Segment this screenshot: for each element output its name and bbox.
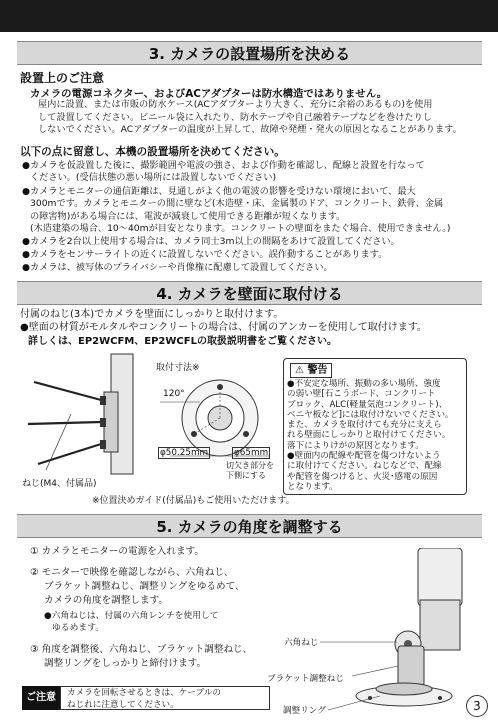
camera-bracket-illustration	[300, 548, 475, 718]
step-2: ② モニターで映像を確認しながら、六角ねじ、 ブラケット調整ねじ、調整リングをゆるめて、 カメラの角度を調整します。	[30, 567, 245, 606]
section-4-title: 4. カメラを壁面に取付ける	[156, 285, 343, 303]
installation-notes-heading: 設置上のご注意	[20, 71, 105, 85]
caution-label: ご注意	[22, 686, 60, 710]
list-item: ● カメラとモニターの通信距離は、見通しがよく他の電波の影響を受けない環境において、最大 300mです。カメラとモニターの間に壁など(木造壁・床、金属製のドア、コンクリート、鉄骨、金属 の障害物)がある場合には、電波が減衰して使用できる距離が短くなります。 (木造建築の場合、10～40mが目安となります。コンクリートの壁面をまたぐ場合、使用できません。)	[22, 186, 451, 234]
anchor-note: ●壁面の材質がモルタルやコンクリートの場合は、付属のアンカーを使用して取付けます。	[20, 322, 427, 333]
section-4-header	[17, 281, 482, 305]
mount-intro: 付属のねじ(3本)でカメラを壁面にしっかりと取付けます。	[20, 309, 284, 320]
section-5-header	[17, 514, 482, 538]
step-1: ① カメラとモニターの電源を入れます。	[30, 546, 204, 557]
waterproof-warning-heading: カメラの電源コネクター、およびACアダプターは防水構造ではありません。	[30, 88, 388, 100]
angle-label: 120°	[163, 389, 185, 399]
manual-reference: 詳しくは、EP2WCFM、EP2WCFLの取扱説明書をご覧ください。	[28, 336, 337, 347]
list-item: ● カメラを2台以上使用する場合は、カメラ同士3m以上の間隔をあけて設置してください。	[22, 236, 400, 247]
waterproof-line: して設置してください。ビニール袋に入れたり、防水テープや自己融着テープなどを巻けたりし	[38, 111, 432, 123]
waterproof-line: しないでください。ACアダプターの温度が上昇して、故障や発煙・発火の原因となることがあります。	[38, 124, 462, 135]
step-2-note: ●六角ねじは、付属の六角レンチを使用して ゆるめます。	[44, 611, 219, 633]
caution-text: カメラを回転させるときは、ケーブルの ねじれに注意してください。	[60, 686, 270, 710]
mount-dimension-label: 取付寸法※	[156, 363, 200, 373]
guide-note: ※位置決めガイド(付属品)もご使用いただけます。	[92, 496, 295, 506]
page-number: 3	[466, 695, 488, 717]
location-heading: 以下の点に留意し、本機の設置場所を決めてください。	[20, 146, 285, 158]
label-adjust-ring: 調整リング	[283, 706, 326, 716]
dimension-inner: φ50.25mm	[160, 448, 209, 458]
list-item: ● カメラを仮設置した後に、撮影範囲や電波の強さ、および作動を確認し、配線と設置を行なって ください。(受信状態の悪い場所には設置しないでください)	[22, 160, 425, 184]
warning-icon: ⚠	[295, 365, 304, 376]
section-3-title: 3. カメラの設置場所を決める	[148, 45, 351, 63]
wall-mount-illustration	[26, 352, 151, 482]
list-item: ● カメラは、被写体のプライバシーや肖像権に配慮して設置してください。	[22, 262, 333, 273]
warning-title: ⚠ 警告	[290, 363, 332, 378]
label-bracket-screw: ブラケット調整ねじ	[267, 674, 344, 684]
section-5-title: 5. カメラの角度を調整する	[156, 518, 343, 536]
section-3-header	[17, 41, 482, 65]
list-item: ● カメラをセンサーライトの近くに設置しないでください。誤作動することがあります。	[22, 249, 388, 260]
step-3: ③ 角度を調整後、六角ねじ、ブラケット調整ねじ、 調整リングをしっかりと締付けます。	[30, 644, 253, 669]
waterproof-line: 屋内に設置、または市販の防水ケース(ACアダプターより大きく、充分に余裕のあるもの)を使用	[38, 99, 433, 110]
label-hex-screw: 六角ねじ	[284, 638, 319, 648]
warning-text: ●不安定な場所、振動の多い場所、強度 の弱い壁[石こうボード、コンクリート ブロック、ALC(軽量気泡コンクリート)、 ベニヤ板など]には取付けないでください。 また、カメラを取付けても充分に支えら れる壁面にしっかりと取付けてください。 落下によりけがの原因となります。 ●壁面内の配線や配管を傷つけないよう に取付けてください。ねじなどで、配線 や配管を傷つけると、火災･感電の原因 となります。	[287, 379, 454, 492]
dimension-outer: φ65mm	[234, 448, 269, 458]
cutout-note: 切欠き部分を 下側にする	[226, 461, 274, 480]
top-bar	[0, 0, 498, 32]
screw-label: ねじ(M4、付属品)	[22, 479, 97, 489]
